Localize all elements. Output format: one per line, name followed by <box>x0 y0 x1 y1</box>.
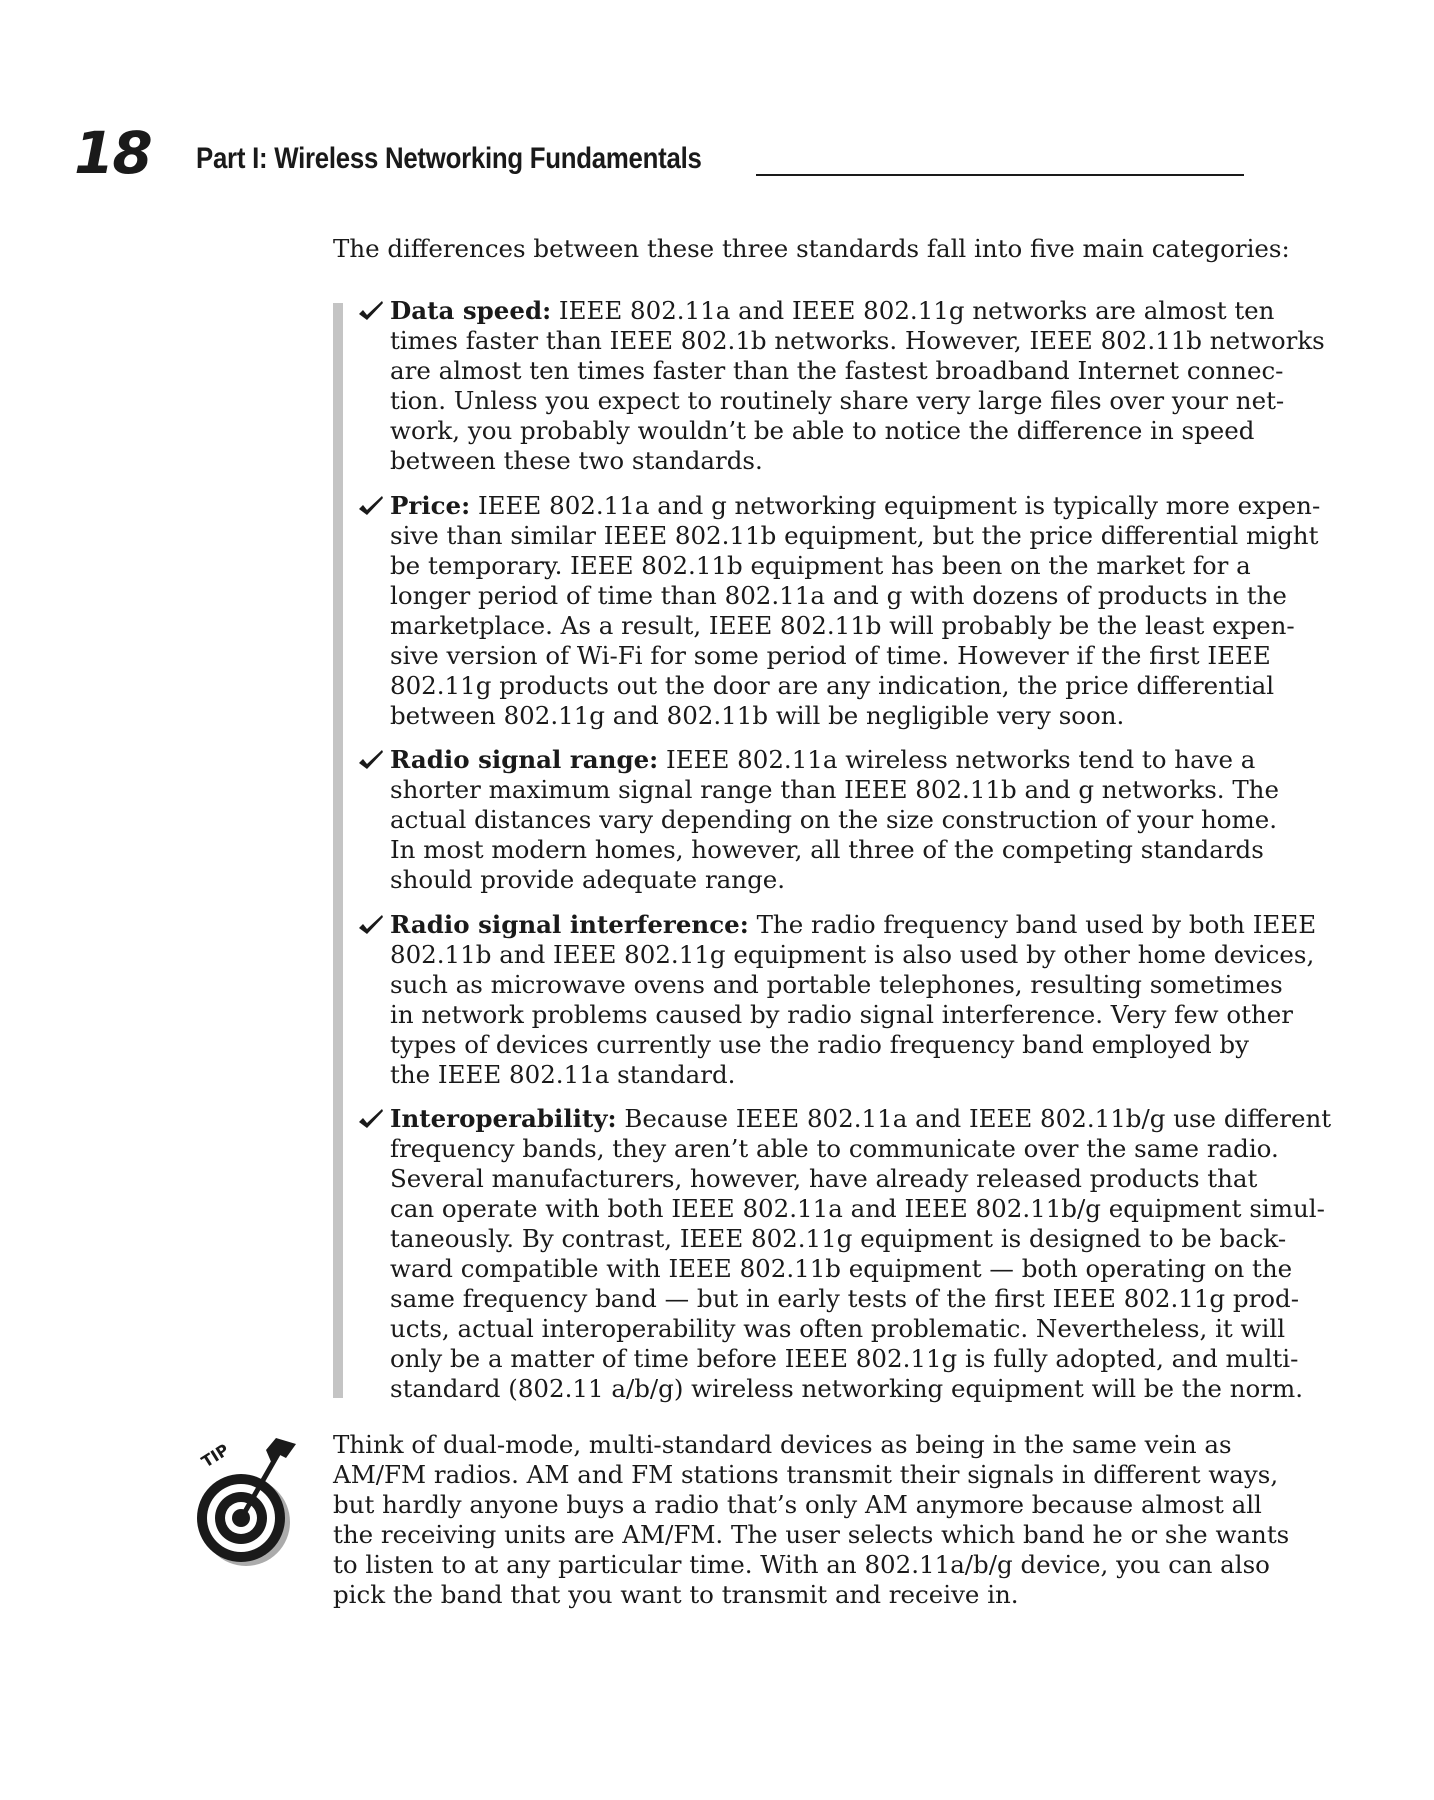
bullet-term: Interoperability: <box>390 1104 617 1133</box>
check-mark-icon <box>358 1108 384 1130</box>
list-item-radio-signal-interference: Radio signal interference: The radio frequency band used by both IEEE 802.11b and IEEE 802.11g equipment is also used by other home devices, such as microwave ovens and portable telephones, resulting sometimes in network problems caused by radio signal interference. Very few other types of devices currently use the radio frequency band employed by the IEEE 802.11a standard. <box>358 910 1258 1090</box>
check-mark-icon <box>358 749 384 771</box>
tip-paragraph: Think of dual-mode, multi-standard devices as being in the same vein as AM/FM radios. AM and FM stations transmit their signals in different ways, but hardly anyone buys a radio that’s only AM anymore because almost all the receiving units are AM/FM. The user selects which band he or she wants to listen to at any particular time. With an 802.11a/b/g device, you can also pick the band that you want to transmit and receive in. <box>333 1430 1290 1609</box>
intro-paragraph: The differences between these three standards fall into five main categories: <box>333 234 1290 263</box>
list-sidebar-bar <box>333 303 343 1398</box>
check-mark-icon <box>358 914 384 936</box>
check-mark-icon <box>358 300 384 322</box>
list-item-interoperability: Interoperability: Because IEEE 802.11a and IEEE 802.11b/g use different frequency bands, they aren’t able to communicate over the same radio. Several manufacturers, however, have already released products that can operate with both IEEE 802.11a and IEEE 802.11b/g equipment simul- taneously. By contrast, IEEE 802.11g equipment is designed to be back- ward compatible with IEEE 802.11b equipment — both operating on the same frequency band — but in early tests of the first IEEE 802.11g prod- ucts, actual interoperability was often problematic. Nevertheless, it will only be a matter of time before IEEE 802.11g is fully adopted, and multi- standard (802.11 a/b/g) wireless networking equipment will be the norm. <box>358 1104 1258 1404</box>
bullet-term: Price: <box>390 491 471 520</box>
list-item-radio-signal-range: Radio signal range: IEEE 802.11a wireless networks tend to have a shorter maximum signal range than IEEE 802.11b and g networks. The actual distances vary depending on the size construction of your home. In most modern homes, however, all three of the competing standards should provide adequate range. <box>358 745 1258 895</box>
check-mark-icon <box>358 495 384 517</box>
bullet-term: Radio signal interference: <box>390 910 749 939</box>
bullet-term: Data speed: <box>390 296 552 325</box>
list-item-price: Price: IEEE 802.11a and g networking equipment is typically more expen- sive than similar IEEE 802.11b equipment, but the price differential might be temporary. IEEE 802.11b equipment has been on the market for a longer period of time than 802.11a and g with dozens of products in the marketplace. As a result, IEEE 802.11b will probably be the least expen- sive version of Wi-Fi for some period of time. However if the first IEEE 802.11g products out the door are any indication, the price differential between 802.11g and 802.11b will be negligible very soon. <box>358 491 1258 731</box>
bullet-term: Radio signal range: <box>390 745 659 774</box>
running-head-title: Part I: Wireless Networking Fundamentals <box>196 142 702 175</box>
list-item-data-speed: Data speed: IEEE 802.11a and IEEE 802.11g networks are almost ten times faster than IEEE 802.1b networks. However, IEEE 802.11b networks are almost ten times faster than the fastest broadband Internet connec- tion. Unless you expect to routinely share very large files over your net- work, you probably wouldn’t be able to notice the difference in speed between these two standards. <box>358 296 1258 476</box>
tip-target-icon <box>186 1432 304 1568</box>
tip-icon-label: TIP <box>198 1440 233 1472</box>
header-rule <box>756 174 1244 176</box>
page-number: 18 <box>74 119 151 187</box>
